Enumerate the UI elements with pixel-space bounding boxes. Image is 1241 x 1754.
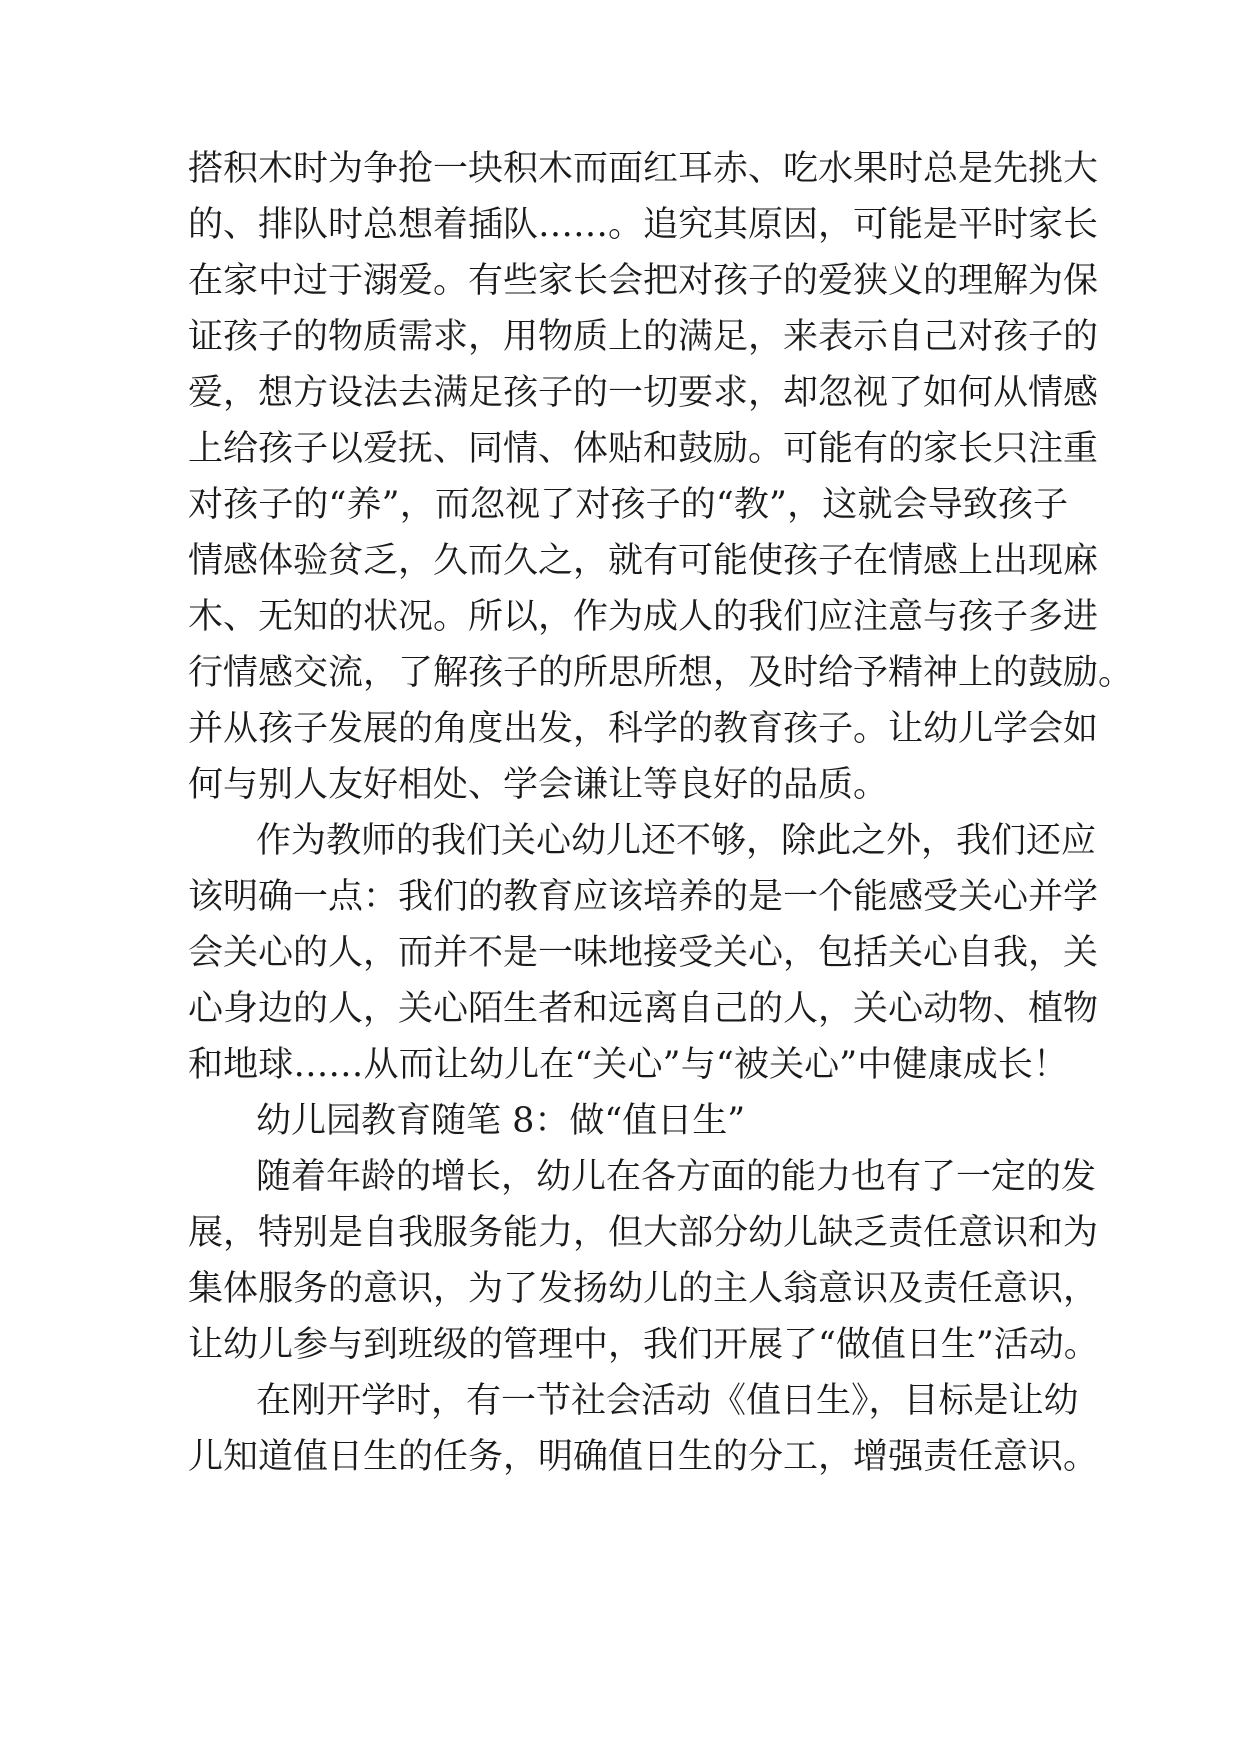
text-line: 该明确一点：我们的教育应该培养的是一个能感受关心并学: [188, 877, 1099, 917]
text-line: 会关心的人，而并不是一味地接受关心，包括关心自我，关: [188, 933, 1099, 973]
text-line: 并从孩子发展的角度出发，科学的教育孩子。让幼儿学会如: [188, 709, 1099, 749]
section-heading: 幼儿园教育随笔 8：做“值日生”: [256, 1101, 746, 1141]
paragraph-first-line: 随着年龄的增长，幼儿在各方面的能力也有了一定的发: [256, 1157, 1097, 1197]
text-line: 儿知道值日生的任务，明确值日生的分工，增强责任意识。: [188, 1437, 1099, 1477]
text-line: 对孩子的“养”，而忽视了对孩子的“教”，这就会导致孩子: [188, 485, 1068, 525]
text-line: 搭积木时为争抢一块积木而面红耳赤、吃水果时总是先挑大: [188, 149, 1099, 189]
text-line: 心身边的人，关心陌生者和远离自己的人，关心动物、植物: [188, 989, 1099, 1029]
text-line: 何与别人友好相处、学会谦让等良好的品质。: [188, 765, 889, 805]
text-line: 展，特别是自我服务能力，但大部分幼儿缺乏责任意识和为: [188, 1213, 1099, 1253]
text-line: 爱，想方设法去满足孩子的一切要求，却忽视了如何从情感: [188, 373, 1099, 413]
text-line: 集体服务的意识，为了发扬幼儿的主人翁意识及责任意识，: [188, 1269, 1099, 1309]
text-line: 木、无知的状况。所以，作为成人的我们应注意与孩子多进: [188, 597, 1099, 637]
paragraph-first-line: 作为教师的我们关心幼儿还不够，除此之外，我们还应: [256, 821, 1097, 861]
text-line: 上给孩子以爱抚、同情、体贴和鼓励。可能有的家长只注重: [188, 429, 1099, 469]
text-line: 在家中过于溺爱。有些家长会把对孩子的爱狭义的理解为保: [188, 261, 1099, 301]
text-line: 和地球……从而让幼儿在“关心”与“被关心”中健康成长！: [188, 1045, 1068, 1085]
text-line: 行情感交流，了解孩子的所思所想，及时给予精神上的鼓励。: [188, 653, 1134, 693]
text-line: 让幼儿参与到班级的管理中，我们开展了“做值日生”活动。: [188, 1325, 1099, 1365]
text-line: 的、排队时总想着插队……。追究其原因，可能是平时家长: [188, 205, 1099, 245]
text-line: 证孩子的物质需求，用物质上的满足，来表示自己对孩子的: [188, 317, 1099, 357]
paragraph-first-line: 在刚开学时，有一节社会活动《值日生》，目标是让幼: [256, 1381, 1079, 1421]
text-line: 情感体验贫乏，久而久之，就有可能使孩子在情感上出现麻: [188, 541, 1099, 581]
